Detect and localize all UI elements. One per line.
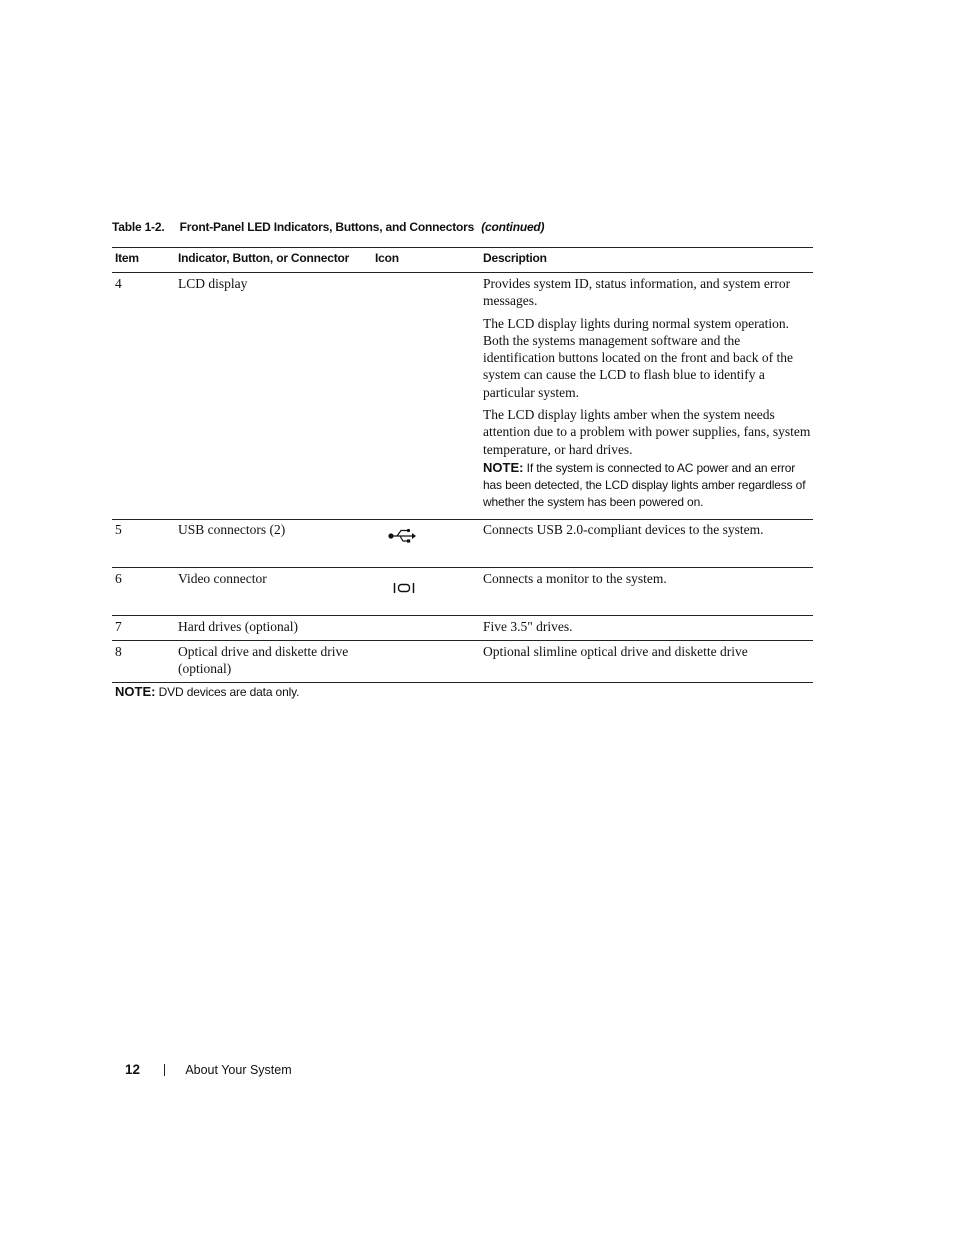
page-number: 12	[125, 1062, 141, 1077]
row-indicator-name: Optical drive and diskette drive (optional)	[178, 644, 349, 677]
header-rule	[112, 272, 813, 273]
note-label: NOTE:	[115, 684, 156, 699]
row-indicator-name: Video connector	[178, 571, 267, 586]
usb-icon	[388, 527, 416, 543]
header-description: Description	[483, 251, 547, 265]
row-rule	[112, 519, 813, 520]
header-item: Item	[115, 251, 139, 265]
table-top-rule	[112, 247, 813, 248]
description-paragraph: The LCD display lights during normal system operation. Both the systems management software and the identification buttons located on the front and back of the system can cause the LCD to flash blue to identify a particular system.	[483, 315, 794, 400]
footer-separator	[164, 1064, 165, 1076]
table-bottom-rule	[112, 682, 813, 683]
footer-section-title: About Your System	[185, 1063, 292, 1077]
note-text: If the system is connected to AC power and an error has been detected, the LCD display lights amber regardless of whether the system has been powered on.	[483, 460, 806, 509]
row-rule	[112, 567, 813, 568]
description-paragraph: The LCD display lights amber when the system needs attention due to a problem with power supplies, fans, system temperature, or hard drives.	[483, 407, 811, 457]
table-caption-title: Front-Panel LED Indicators, Buttons, and Connectors	[179, 220, 475, 234]
table-caption	[112, 220, 812, 234]
row-rule	[112, 640, 813, 641]
row-item-number: 4	[115, 276, 122, 291]
header-icon: Icon	[375, 251, 399, 265]
row-description: Connects USB 2.0-compliant devices to the system.	[483, 522, 764, 537]
row-indicator-name: USB connectors (2)	[178, 522, 286, 537]
note-label: NOTE:	[483, 459, 524, 475]
row-item-number: 8	[115, 644, 122, 659]
page-footer	[125, 1062, 292, 1077]
row-item-number: 7	[115, 619, 122, 634]
lcd-note	[483, 459, 813, 511]
row-description: Five 3.5" drives.	[483, 619, 573, 634]
note-text: DVD devices are data only.	[158, 685, 300, 699]
row-item-number: 6	[115, 571, 122, 586]
video-connector-icon	[393, 582, 415, 594]
row-rule	[112, 615, 813, 616]
row-item-number: 5	[115, 522, 122, 537]
row-description: Optional slimline optical drive and diskette drive	[483, 644, 748, 659]
table-caption-continued: (continued)	[481, 220, 545, 234]
table-caption-label: Table 1-2.	[112, 220, 165, 234]
header-indicator: Indicator, Button, or Connector	[178, 251, 350, 265]
description-paragraph: Provides system ID, status information, and system error messages.	[483, 276, 791, 309]
row-description: Connects a monitor to the system.	[483, 571, 667, 586]
row-indicator-name: Hard drives (optional)	[178, 619, 298, 634]
row-description	[483, 275, 813, 511]
page-note	[115, 684, 299, 699]
row-indicator-name: LCD display	[178, 276, 248, 291]
